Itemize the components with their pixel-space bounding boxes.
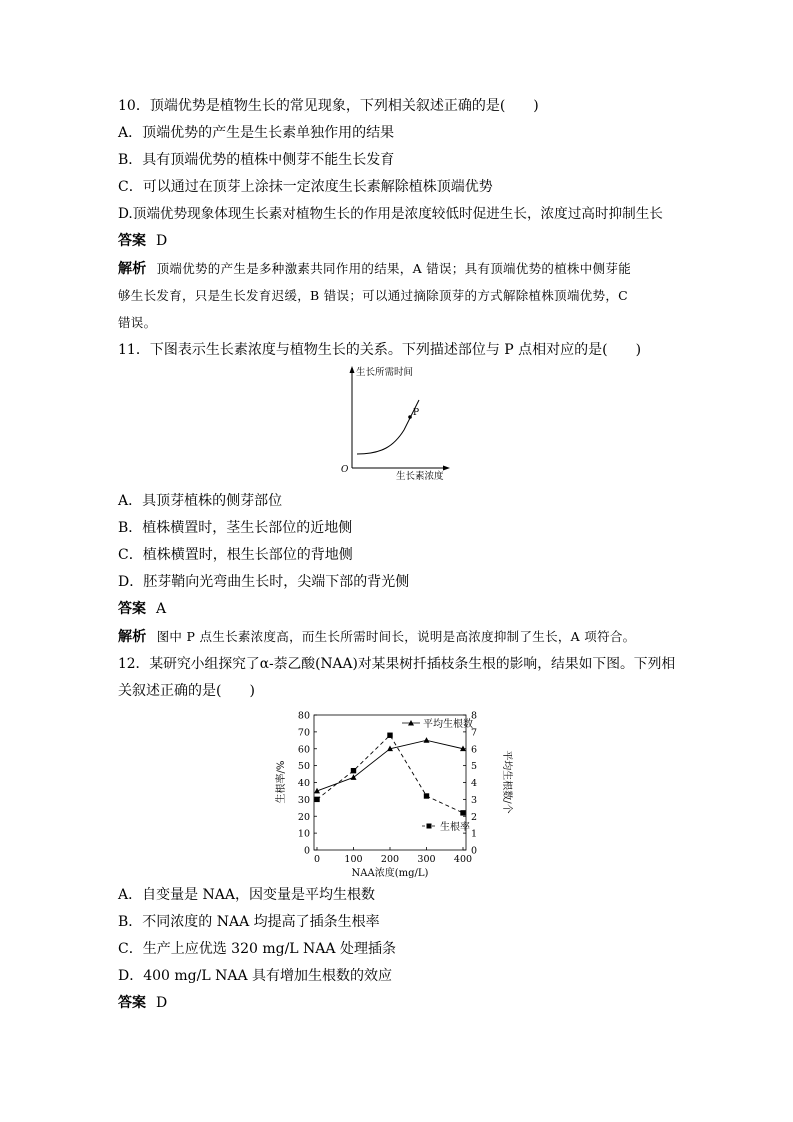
y-left-tick-label: 60: [297, 744, 310, 756]
q12-stem-line: 关叙述正确的是( ): [118, 683, 255, 699]
y-right-tick-label: 8: [471, 710, 478, 722]
q10-explanation-line: 够生长发育，只是生长发育迟缓，B 错误；可以通过摘除顶芽的方式解除植株顶端优势，C: [118, 288, 629, 303]
x-tick-label: 400: [453, 854, 473, 865]
graph-y-label: 生长所需时间: [356, 367, 414, 378]
graph-y-arrow: [350, 366, 355, 373]
x-tick-label: 0: [313, 854, 321, 865]
y-right-tick-label: 5: [471, 761, 478, 773]
chart-y-left-label: 生根率/%: [276, 760, 287, 804]
x-tick-label: 200: [380, 854, 400, 865]
q10-option-d: D.顶端优势现象体现生长素对植物生长的作用是浓度较低时促进生长，浓度过高时抑制生长: [118, 206, 663, 222]
q12-answer: [118, 994, 167, 1012]
rate-data-point: [387, 733, 392, 738]
explain-text: 图中 P 点生长素浓度高，而生长所需时间长，说明是高浓度抑制了生长，A 项符合。: [156, 629, 636, 644]
y-right-tick-label: 0: [471, 845, 478, 857]
q12-option-b: B．不同浓度的 NAA 均提高了插条生根率: [118, 914, 380, 930]
answer-value: D: [156, 995, 168, 1011]
q10-stem: 10．顶端优势是植物生长的常见现象，下列相关叙述正确的是( ): [118, 98, 539, 114]
rate-data-point: [460, 810, 465, 815]
roots-data-point: [424, 737, 430, 743]
rate-data-point: [351, 768, 356, 773]
graph-x-arrow: [443, 466, 450, 471]
growth-time-graph: [330, 362, 480, 484]
chart-y-right-label: 平均生根数/个: [501, 750, 512, 814]
y-left-tick-label: 10: [297, 828, 310, 840]
q11-option-c: C．植株横置时，根生长部位的背地侧: [118, 547, 353, 563]
point-p-label: P: [413, 408, 420, 418]
legend-marker-rate: [427, 824, 432, 829]
q10-option-b: B．具有顶端优势的植株中侧芽不能生长发育: [118, 152, 395, 168]
x-tick-label: 300: [417, 854, 436, 865]
y-left-tick-label: 80: [297, 710, 310, 722]
y-left-tick-label: 50: [297, 761, 310, 773]
q10-answer: [118, 232, 167, 250]
naa-chart: [270, 704, 530, 882]
chart-x-label: NAA浓度(mg/L): [351, 868, 429, 879]
y-right-tick-label: 4: [471, 778, 478, 789]
rate-data-point: [314, 797, 319, 802]
q10-explanation-line: 错误。: [118, 315, 157, 330]
q12-option-d: D．400 mg/L NAA 具有增加生根数的效应: [118, 968, 393, 984]
y-left-tick-label: 0: [303, 845, 310, 857]
answer-value: D: [156, 233, 168, 249]
explain-label: 解析: [118, 629, 147, 645]
q10-explanation-line: [118, 260, 631, 278]
q12-stem-line: 12．某研究小组探究了α-萘乙酸(NAA)对某果树扦插枝条生根的影响，结果如下图。下列相: [118, 656, 676, 672]
y-right-tick-label: 1: [471, 828, 478, 840]
q11-stem: 11．下图表示生长素浓度与植物生长的关系。下列描述部位与 P 点相对应的是( ): [118, 342, 642, 358]
q11-option-a: A．具顶芽植株的侧芽部位: [118, 493, 283, 509]
legend-label-roots: 平均生根数: [423, 719, 473, 730]
q11-option-d: D．胚芽鞘向光弯曲生长时，尖端下部的背光侧: [118, 574, 410, 590]
q11-answer: [118, 600, 166, 618]
roots-data-point: [351, 774, 357, 780]
graph-x-label: 生长素浓度: [396, 471, 444, 482]
rate-data-point: [424, 793, 429, 798]
y-left-tick-label: 30: [297, 794, 310, 806]
q12-option-a: A．自变量是 NAA，因变量是平均生根数: [118, 887, 376, 903]
y-left-tick-label: 20: [297, 811, 310, 823]
legend-label-rate: 生根率: [440, 822, 470, 833]
q10-option-a: A．顶端优势的产生是生长素单独作用的结果: [118, 125, 395, 141]
answer-label: 答案: [118, 601, 146, 617]
x-tick-label: 100: [344, 854, 363, 865]
answer-label: 答案: [118, 233, 146, 249]
y-right-tick-label: 7: [471, 727, 478, 739]
y-right-tick-label: 6: [471, 744, 478, 756]
y-left-tick-label: 40: [297, 778, 310, 789]
explain-text: 顶端优势的产生是多种激素共同作用的结果，A 错误；具有顶端优势的植株中侧芽能: [156, 261, 632, 276]
q11-option-b: B．植株横置时，茎生长部位的近地侧: [118, 520, 353, 536]
answer-label: 答案: [118, 995, 146, 1011]
graph-origin-label: O: [341, 465, 349, 475]
y-left-tick-label: 70: [297, 727, 310, 739]
y-right-tick-label: 3: [471, 794, 478, 806]
y-right-tick-label: 2: [471, 811, 478, 823]
q12-option-c: C．生产上应优选 320 mg/L NAA 处理插条: [118, 941, 396, 957]
growth-curve: [357, 400, 419, 454]
point-p-marker: [408, 415, 412, 419]
q11-explanation-line: [118, 628, 635, 646]
explain-label: 解析: [118, 261, 147, 277]
q10-option-c: C．可以通过在顶芽上涂抹一定浓度生长素解除植株顶端优势: [118, 179, 493, 195]
answer-value: A: [156, 601, 167, 617]
